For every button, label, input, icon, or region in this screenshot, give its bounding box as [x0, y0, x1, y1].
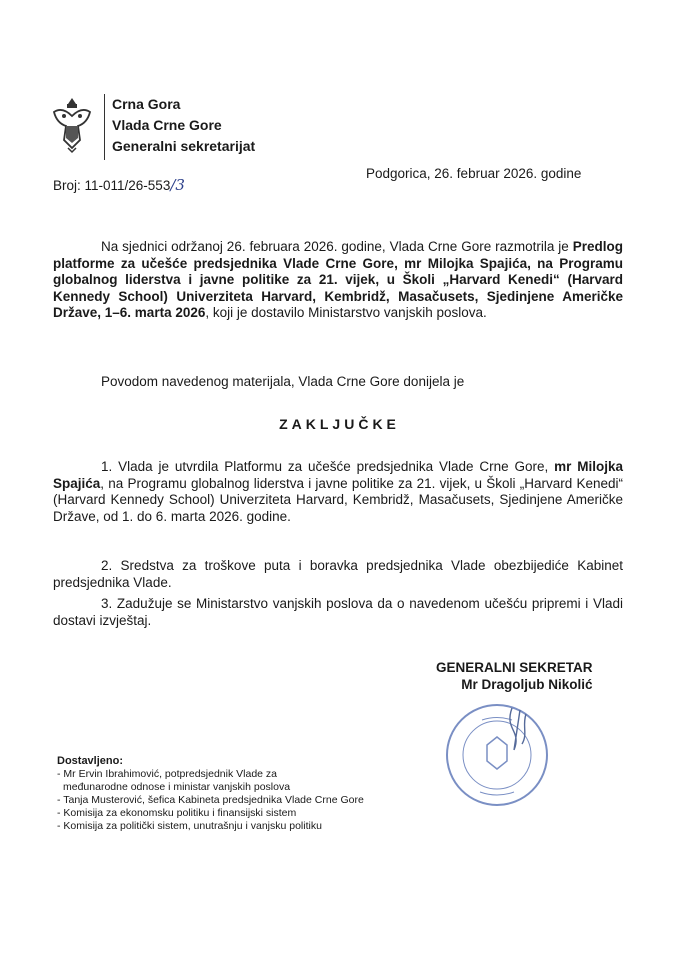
signature-block — [436, 659, 593, 693]
distribution-item: - Komisija za politički sistem, unutrašnju i vanjsku politiku — [57, 820, 322, 832]
intro-end-text: , koji je dostavilo Ministarstvo vanjskih poslova. — [205, 305, 487, 320]
conclusion-1-bold: mr Milojka Spajića — [53, 459, 623, 491]
intro-paragraph-2: Povodom navedenog materijala, Vlada Crne Gore donijela je — [101, 374, 465, 389]
header-divider — [104, 94, 105, 160]
conclusions-title: ZAKLJUČKE — [279, 416, 400, 432]
signature-role: GENERALNI SEKRETAR — [436, 660, 593, 675]
intro-text: Na sjednici održanoj 26. februara 2026. godine, Vlada Crne Gore razmotrila je — [101, 239, 573, 254]
reference-number — [53, 176, 185, 194]
distribution-item: - Tanja Musterović, šefica Kabineta predsjednika Vlade Crne Gore — [57, 794, 364, 806]
conclusion-1 — [53, 459, 623, 525]
intro-paragraph — [53, 239, 623, 322]
document-date: Podgorica, 26. februar 2026. godine — [366, 166, 582, 181]
signature-name: Mr Dragoljub Nikolić — [461, 677, 593, 692]
conclusion-3: 3. Zadužuje se Ministarstvo vanjskih poslova da o navedenom učešću pripremi i Vladi dostavi izvještaj. — [53, 596, 623, 628]
header-line-secretariat: Generalni sekretarijat — [112, 138, 256, 154]
header-line-government: Vlada Crne Gore — [112, 117, 222, 133]
reference-number-label: Broj: 11-011/26-553 — [53, 178, 171, 193]
conclusion-1-text: 1. Vlada je utvrdila Platformu za učešće predsjednika Vlade Crne Gore, — [101, 459, 555, 474]
conclusion-1-end: , na Programu globalnog liderstva i javne politike za 21. vijek, u Školi „Harvard Kenedi“ (Harvard Kennedy School) Univerziteta Harvard, Kembridž, Masačusets, Sjedinjene Američke Države, od 1. do 6. marta 2026. godine. — [53, 475, 623, 524]
header-line-country: Crna Gora — [112, 96, 181, 112]
coat-of-arms-icon — [50, 96, 94, 154]
reference-handwritten: /3 — [170, 176, 185, 194]
distribution-list — [57, 755, 364, 833]
distribution-heading: Dostavljeno: — [57, 755, 124, 767]
conclusion-2: 2. Sredstva za troškove puta i boravka predsjednika Vlade obezbijediće Kabinet predsjednika Vlade. — [53, 558, 623, 590]
official-stamp — [442, 700, 552, 810]
letterhead — [112, 96, 255, 159]
distribution-item: - Komisija za ekonomsku politiku i finansijski sistem — [57, 807, 297, 819]
distribution-item: - Mr Ervin Ibrahimović, potpredsjednik Vlade za — [57, 768, 278, 780]
intro-bold-text: Predlog platforme za učešće predsjednika Vlade Crne Gore, mr Milojka Spajića, na Programu globalnog liderstva i javne politike za 21. vijek, u Školi „Harvard Kenedi“ (Harvard Kennedy School) Univerziteta Harvard, Kembridž, Masačusets, Sjedinjene Američke Države, 1–6. marta 2026 — [53, 239, 623, 320]
distribution-item: međunarodne odnose i ministar vanjskih poslova — [63, 781, 291, 793]
